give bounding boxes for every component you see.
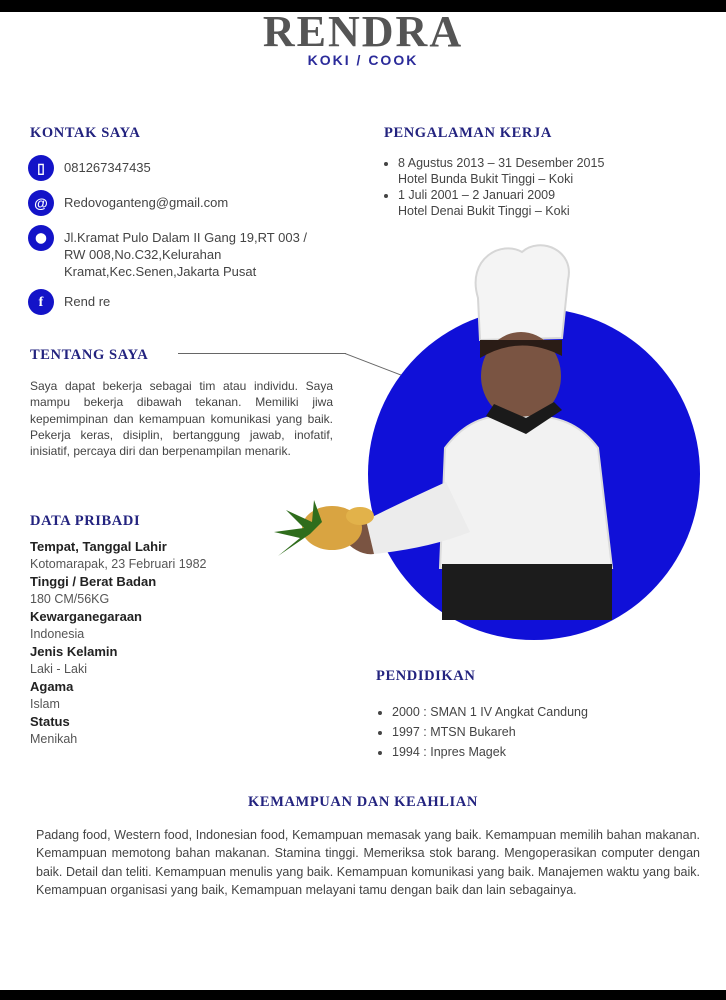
- education-heading: PENDIDIKAN: [376, 668, 476, 684]
- experience-detail: Hotel Denai Bukit Tinggi – Koki: [398, 204, 570, 218]
- phone-icon: ▯: [28, 155, 54, 181]
- religion-value: Islam: [30, 697, 60, 711]
- skills-heading: KEMAMPUAN DAN KEAHLIAN: [248, 794, 478, 810]
- education-list: [376, 702, 692, 762]
- height-weight-label: Tinggi / Berat Badan: [30, 574, 157, 589]
- height-weight-value: 180 CM/56KG: [30, 592, 110, 606]
- contact-item-email: [28, 190, 318, 216]
- location-icon: ⬤: [28, 225, 54, 251]
- experience-detail: Hotel Bunda Bukit Tinggi – Koki: [398, 172, 574, 186]
- about-text: Saya dapat bekerja sebagai tim atau individu. Saya mampu bekerja dibawah tekanan. Memiliki jiwa kepemimpinan dan kemampuan komunikasi yang baik. Pekerja keras, disiplin, bertanggung jawab, inofatif, inisiatif, percaya diri dan berpenampilan menarik.: [30, 379, 333, 459]
- email-address: Redovoganteng@gmail.com: [64, 195, 229, 210]
- education-item: • 1994 : Inpres Magek: [392, 742, 692, 762]
- about-heading: TENTANG SAYA: [30, 347, 149, 363]
- personal-data-list: [30, 538, 310, 748]
- gender-label: Jenis Kelamin: [30, 644, 118, 659]
- resume-page: [0, 12, 726, 990]
- experience-item: [398, 187, 648, 219]
- experience-period: • 1 Juli 2001 – 2 Januari 2009: [398, 188, 556, 202]
- nationality-label: Kewarganegaraan: [30, 609, 142, 624]
- gender-value: Laki - Laki: [30, 662, 87, 676]
- phone-number: 081267347435: [64, 160, 151, 175]
- contact-heading: KONTAK SAYA: [30, 125, 141, 141]
- facebook-name: Rend re: [64, 294, 111, 309]
- facebook-icon: f: [28, 289, 54, 315]
- birth-value: Kotomarapak, 23 Februari 1982: [30, 557, 207, 571]
- nationality-value: Indonesia: [30, 627, 85, 641]
- personal-heading: DATA PRIBADI: [30, 513, 141, 529]
- education-item: • 1997 : MTSN Bukareh: [392, 722, 692, 742]
- skills-text: Padang food, Western food, Indonesian food, Kemampuan memasak yang baik. Kemampuan memilih bahan makanan. Kemampuan memotong bahan makanan. Stamina tinggi. Memeriksa stok barang. Mengoperasikan computer dengan baik. Detail dan teliti. Kemampuan menulis yang baik. Kemampuan komunikasi yang baik. Manajemen waktu yang baik. Kemampuan organisasi yang baik, Kemampuan melayani tamu dengan baik dan lain sebagainya.: [36, 828, 700, 898]
- education-item: • 2000 : SMAN 1 IV Angkat Candung: [392, 702, 692, 722]
- resume-role: KOKI / COOK: [307, 52, 419, 68]
- experience-item: [398, 155, 648, 187]
- religion-label: Agama: [30, 679, 74, 694]
- experience-heading: PENGALAMAN KERJA: [384, 125, 552, 141]
- status-label: Status: [30, 714, 70, 729]
- resume-name: RENDRA: [262, 12, 464, 56]
- email-icon: @: [28, 190, 54, 216]
- address-text: Jl.Kramat Pulo Dalam II Gang 19,RT 003 / RW 008,No.C32,Kelurahan Kramat,Kec.Senen,Jakarta Pusat: [64, 230, 308, 279]
- status-value: Menikah: [30, 732, 78, 746]
- contact-item-phone: [28, 155, 318, 181]
- experience-list: [382, 155, 648, 219]
- chef-photo: [270, 238, 630, 628]
- birth-label: Tempat, Tanggal Lahir: [30, 539, 167, 554]
- experience-period: • 8 Agustus 2013 – 31 Desember 2015: [398, 156, 605, 170]
